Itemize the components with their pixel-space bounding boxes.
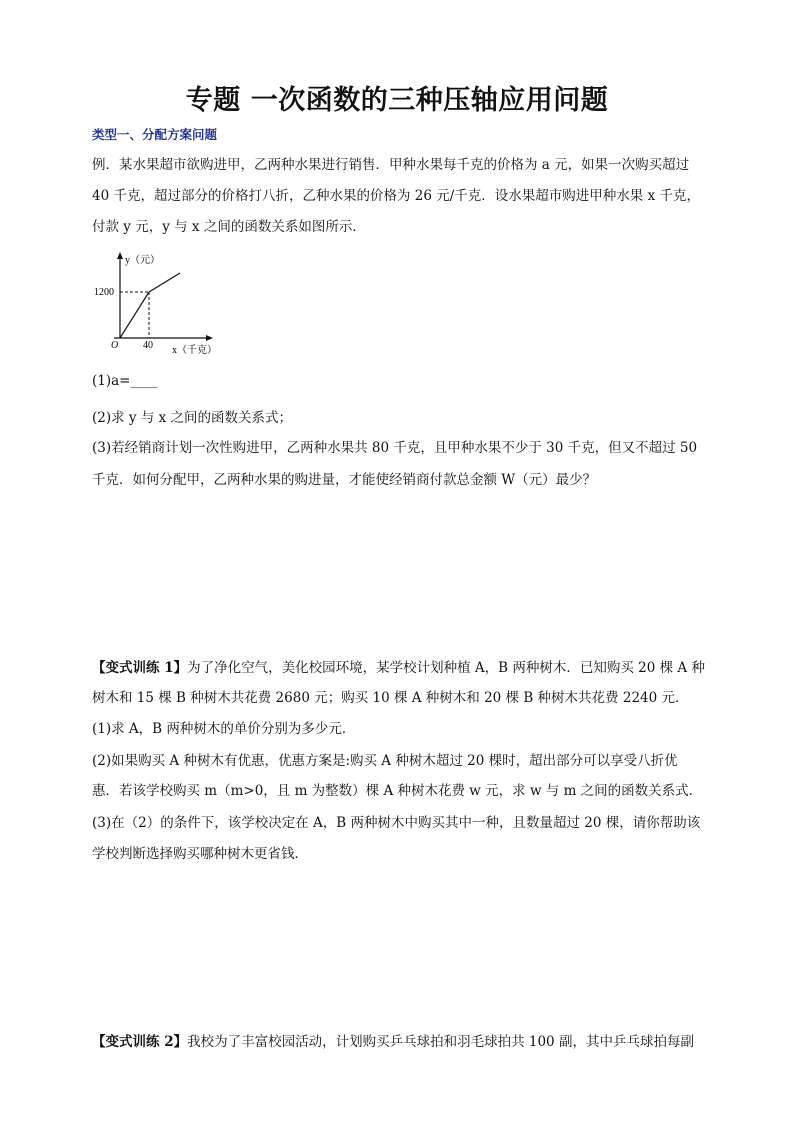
origin-label: O: [111, 340, 119, 351]
y-axis-arrow: [117, 252, 123, 259]
x-axis-label: x（千克）: [172, 345, 217, 356]
y-axis-label: y（元）: [125, 255, 160, 266]
function-graph: [92, 250, 232, 360]
question-2: (2)求 y 与 x 之间的函数关系式；: [92, 410, 293, 426]
example-line-1: 例．某水果超市欲购进甲，乙两种水果进行销售．甲种水果每千克的价格为 a 元，如果一次购买超过: [92, 157, 690, 173]
example-line-3: 付款 y 元，y 与 x 之间的函数关系如图所示．: [92, 219, 366, 235]
question-3-line-2: 千克．如何分配甲，乙两种水果的购进量，才能使经销商付款总金额 W（元）最少？: [92, 472, 597, 488]
variant-1-tag: 【变式训练 1】: [92, 660, 188, 676]
example-line-2: 40 千克，超过部分的价格打八折，乙种水果的价格为 26 元/千克．设水果超市购进甲种水果 x 千克，: [92, 188, 700, 204]
x-tick-label: 40: [143, 340, 153, 351]
graph-segment-2: [149, 273, 180, 292]
question-3-line-1: (3)若经销商计划一次性购进甲，乙两种水果共 80 千克，且甲种水果不少于 30 千克，但又不超过 50: [92, 440, 698, 456]
variant-1-question-3b: 学校判断选择购买哪种树木更省钱．: [92, 846, 308, 862]
variant-2-tag: 【变式训练 2】: [92, 1034, 188, 1050]
variant-1-question-1: (1)求 A，B 两种树木的单价分别为多少元．: [92, 721, 356, 737]
variant-1-question-2a: (2)如果购买 A 种树木有优惠，优惠方案是:购买 A 种树木超过 20 棵时，超出部分可以享受八折优: [92, 753, 678, 769]
graph-segment-1: [120, 292, 149, 338]
variant-1-line-1: [92, 656, 712, 676]
page-title: 专题 一次函数的三种压轴应用问题: [185, 85, 609, 116]
question-1: (1)a=____: [92, 373, 158, 389]
x-axis-arrow: [206, 335, 213, 341]
section-heading: 类型一、分配方案问题: [92, 127, 218, 142]
variant-1-line-2: 树木和 15 棵 B 种树木共花费 2680 元；购买 10 棵 A 种树木和 20 棵 B 种树木共花费 2240 元．: [92, 690, 689, 706]
variant-2-text: 我校为了丰富校园活动，计划购买乒乓球拍和羽毛球拍共 100 副，其中乒乓球拍每副: [187, 1034, 694, 1050]
variant-1-text: 为了净化空气，美化校园环境，某学校计划种植 A，B 两种树木．已知购买 20 棵 A 种: [187, 660, 705, 676]
variant-1-question-2b: 惠．若该学校购买 m（m>0，且 m 为整数）棵 A 种树木花费 w 元，求 w 与 m 之间的函数关系式．: [92, 783, 703, 799]
y-tick-label: 1200: [94, 287, 114, 298]
variant-1-question-3a: (3)在（2）的条件下，该学校决定在 A，B 两种树木中购买其中一种，且数量超过 20 棵，请你帮助该: [92, 815, 701, 831]
variant-2-line-1: [92, 1030, 712, 1050]
